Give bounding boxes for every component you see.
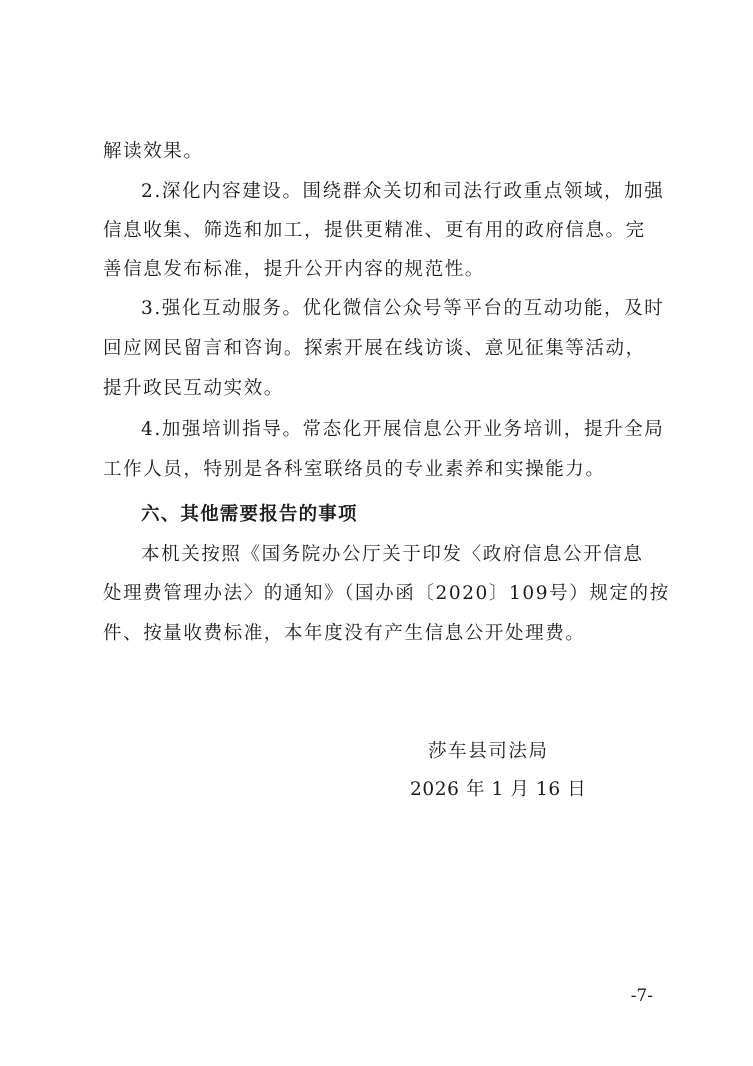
body-text-line: 解读效果。 (103, 141, 204, 162)
body-text-line: 4.加强培训指导。常态化开展信息公开业务培训，提升全局 (141, 419, 665, 440)
body-text-line: 3.强化互动服务。优化微信公众号等平台的互动功能，及时 (141, 298, 665, 319)
body-text-line: 处理费管理办法〉的通知》（国办函〔2020〕109号）规定的按 (103, 583, 670, 604)
page-number: -7- (630, 986, 653, 1006)
body-text-line: 提升政民互动实效。 (103, 378, 284, 399)
body-text-line: 2.深化内容建设。围绕群众关切和司法行政重点领域，加强 (141, 181, 665, 202)
body-text-line: 本机关按照《国务院办公厅关于印发〈政府信息公开信息 (141, 544, 644, 565)
body-text-line: 件、按量收费标准，本年度没有产生信息公开处理费。 (103, 623, 586, 644)
body-text-line: 回应网民留言和咨询。探索开展在线访谈、意见征集等活动， (103, 338, 646, 359)
body-text-line: 工作人员，特别是各科室联络员的专业素养和实操能力。 (103, 459, 606, 480)
body-text-line: 善信息发布标准，提升公开内容的规范性。 (103, 259, 485, 280)
signature-organization: 莎车县司法局 (428, 741, 549, 762)
section-heading: 六、其他需要报告的事项 (141, 504, 358, 525)
body-text-line: 信息收集、筛选和加工，提供更精准、更有用的政府信息。完 (103, 220, 646, 241)
signature-date: 2026 年 1 月 16 日 (410, 779, 587, 800)
